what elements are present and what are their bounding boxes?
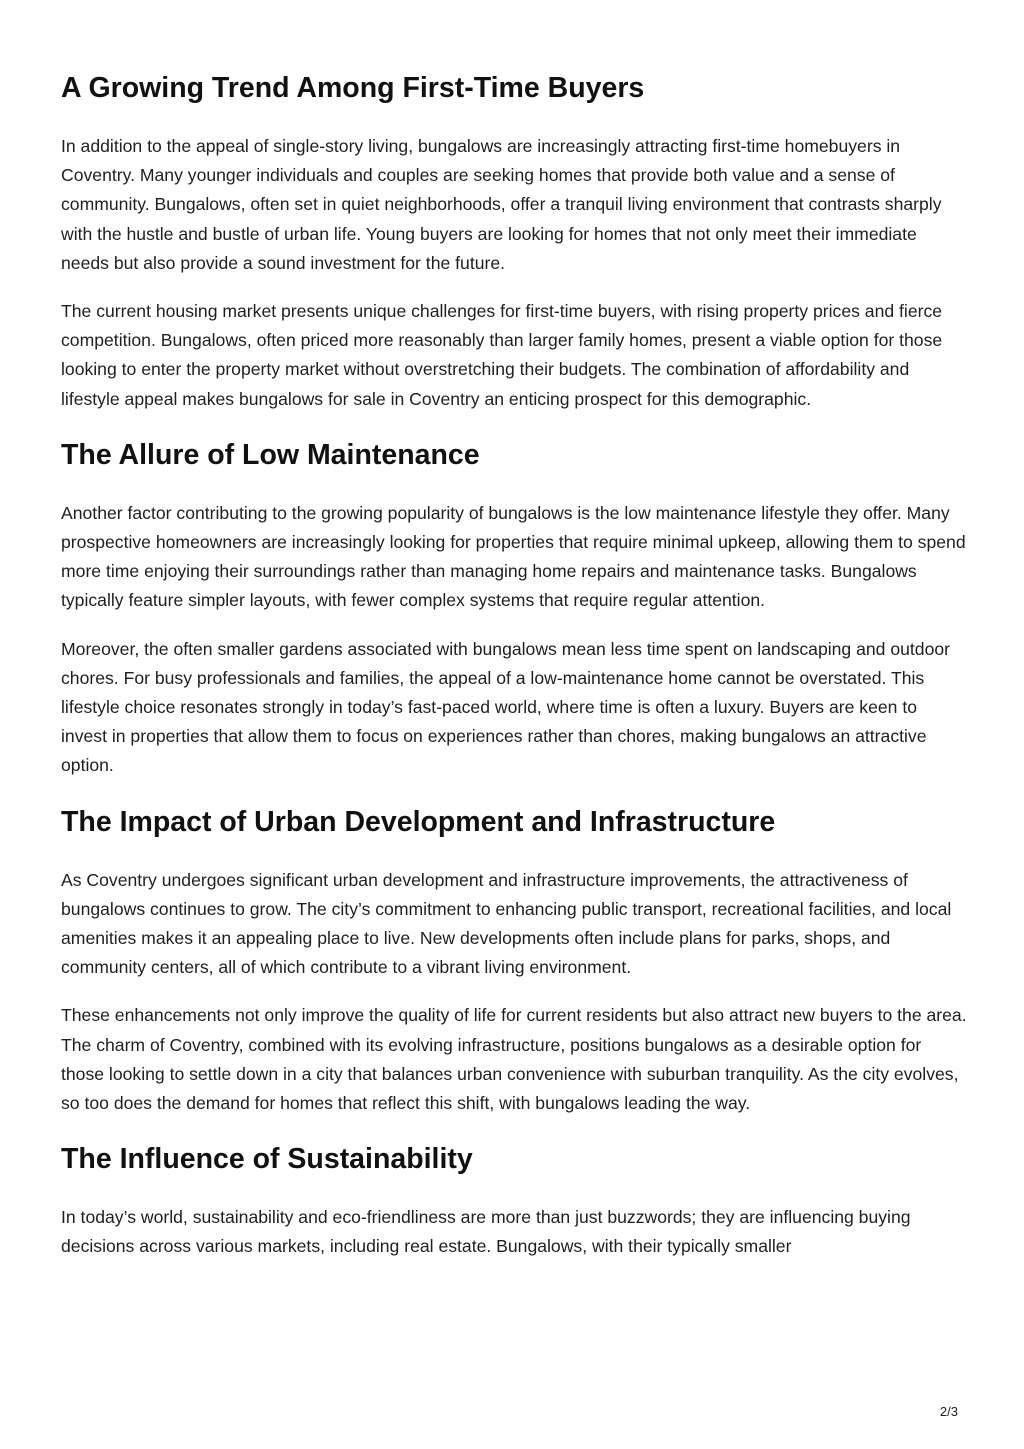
paragraph: These enhancements not only improve the quality of life for current residents but also attract new buyers to the area. The charm of Coventry, combined with its evolving infrastructure, positions bungalows as a desirable option for those looking to settle down in a city that balances urban convenience with suburban tranquility. As the city evolves, so too does the demand for homes that reflect this shift, with bungalows leading the way. xyxy=(61,1005,967,1114)
paragraph: As Coventry undergoes significant urban development and infrastructure improvements, the attractiveness of bungalows continues to grow. The city’s commitment to enhancing public transport, recreational facilities, and local amenities makes it an appealing place to live. New developments often include plans for parks, shops, and community centers, all of which contribute to a vibrant living environment. xyxy=(61,869,952,978)
section-heading-first-time-buyers: A Growing Trend Among First-Time Buyers xyxy=(61,72,645,104)
paragraph: The current housing market presents unique challenges for first-time buyers, with rising property prices and fierce competition. Bungalows, often priced more reasonably than larger family homes, present a viable option for those looking to enter the property market without overstretching their budgets. The combination of affordability and lifestyle appeal makes bungalows for sale in Coventry an enticing prospect for this demographic. xyxy=(61,301,943,409)
section-heading-low-maintenance: The Allure of Low Maintenance xyxy=(61,438,480,471)
page-number: 2/3 xyxy=(939,1404,958,1419)
paragraph: Moreover, the often smaller gardens associated with bungalows mean less time spent on landscaping and outdoor chores. For busy professionals and families, the appeal of a low-maintenance home cannot be overstated. This lifestyle choice resonates strongly in today’s fast-paced world, where time is often a luxury. Buyers are keen to invest in properties that allow them to focus on experiences rather than chores, making bungalows an attractive option. xyxy=(61,638,951,776)
document-page xyxy=(61,62,967,1262)
paragraph: Another factor contributing to the growing popularity of bungalows is the low maintenance lifestyle they offer. Many prospective homeowners are increasingly looking for properties that require minimal upkeep, allowing them to spend more time enjoying their surroundings rather than managing home repairs and maintenance tasks. Bungalows typically feature simpler layouts, with fewer complex systems that require regular attention. xyxy=(61,502,966,611)
paragraph: In addition to the appeal of single-story living, bungalows are increasingly attracting first-time homebuyers in Coventry. Many younger individuals and couples are seeking homes that provide both value and a sense of community. Bungalows, often set in quiet neighborhoods, offer a tranquil living environment that contrasts sharply with the hustle and bustle of urban life. Young buyers are looking for homes that not only meet their immediate needs but also provide a sound investment for the future. xyxy=(61,136,942,273)
section-heading-urban-development: The Impact of Urban Development and Infrastructure xyxy=(61,805,776,838)
section-heading-sustainability: The Influence of Sustainability xyxy=(61,1143,473,1176)
paragraph: In today’s world, sustainability and eco-friendliness are more than just buzzwords; they are influencing buying decisions across various markets, including real estate. Bungalows, with their typically smaller xyxy=(61,1207,911,1257)
